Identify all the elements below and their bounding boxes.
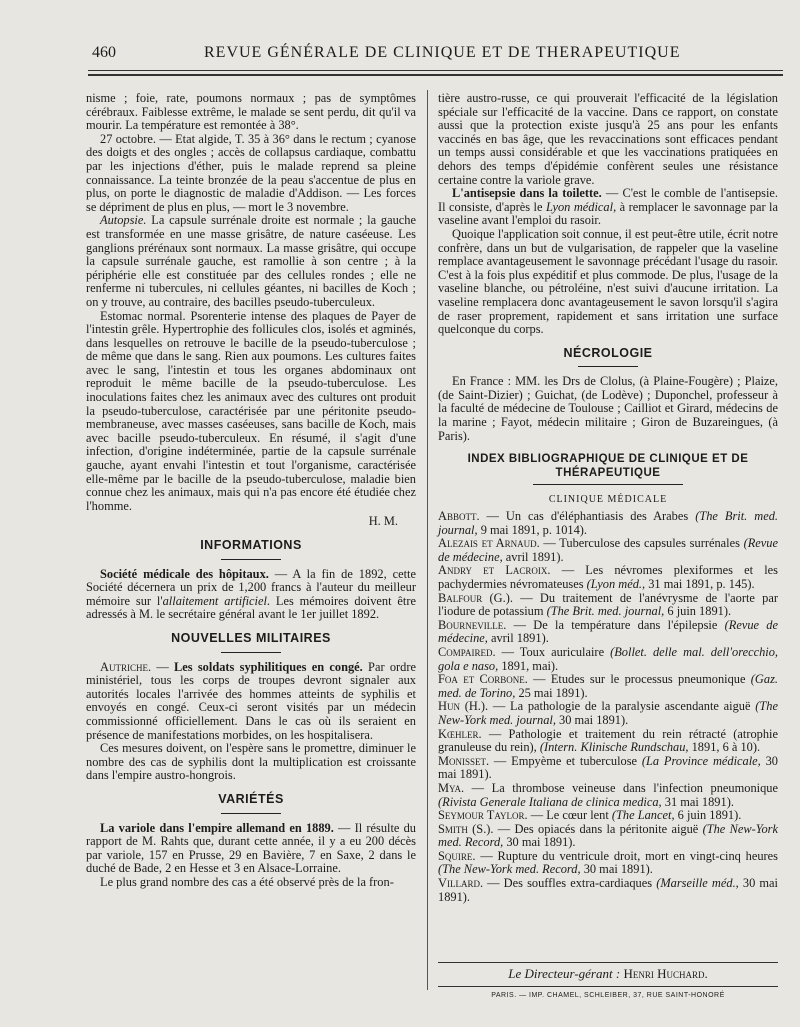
bibliography-entry [438,700,778,727]
footer-rule-2 [438,986,778,987]
entry-source: (Marseille méd., [656,876,739,891]
entry-title: — Pathologie et traitement du rein rétracté (atrophie granuleuse du rein), [438,726,778,755]
entry-date: 30 mai 1891). [503,835,576,850]
entry-author: Seymour Taylor. [438,808,528,823]
societe-label: Société médicale des hôpitaux. [100,566,269,581]
entry-source: (Lyon méd., [586,577,646,591]
autopsy-text: La capsule surrénale droite est normale ; la gauche est transformée en une masse grisâtre, de nature caséeuse. Les ganglions prérénaux sont normaux. La masse grisâtre, qui occupe la capsule surrénale gauche, est ramollie à son centre ; à la périphérie elle est constituée par des cellules rondes ; elle ne renferme ni tubercules, ni cellules géantes, ni bacilles de Koch ; on y trouve, au contraire, des bacilles pseudo-tuberculeux. [86,213,416,309]
entry-title: — Des opiacés dans la péritonite aiguë [493,821,703,836]
variole-continuation: tière austro-russe, ce qui prouverait l'efficacité de la législation spéciale sur l'efficacité de la vaccine. Dans ce rapport, on constate aussi que la protection existe jusqu'à 25 ans pour les enfants vaccinés en bas âge, que les revaccinations sont efficaces pendant un temps aussi considérable et que les vaccinations pratiquées en dehors des temps d'épidémie confèrent seules une résistance certaine contre la variole grave. [438,91,778,187]
entry-date: 30 mai 1891). [555,712,629,727]
entry-date: 6 juin 1891). [664,604,732,619]
entry-source: (Revue de médecine, [438,617,778,646]
entry-source: (The Brit. med. journal, [438,509,778,537]
variole-paragraph: La variole dans l'empire allemand en 1889. — Il résulte du rapport de M. Rahts que, durant cette année, il y a eu 200 décès par variole, 157 en Prusse, 29 en Bavière, 7 en Saxe, 2 dans le duché de Bade, 2 en Hesse et 3 en Alsace-Lorraine. [86,820,416,876]
entry-date: 31 mai 1891, p. 145). [645,577,755,591]
section-heading-varietes: VARIÉTÉS [86,793,416,814]
entry-author: Mya. [438,780,465,795]
author-signature: H. M. [368,514,398,529]
militaires-paragraph: Autriche. — Les soldats syphilitiques en congé. Par ordre ministériel, tous les corps de troupes devront signaler aux autorités locales l'arrivée des hommes atteints de syphilis et envoyés en congé. Ceux-ci seront visités par un médecin commissionné officiellement. Dans le cas où ils seraient en présence de manifestations morbides, on les hospitalisera. [86,659,416,742]
entry-source: (Intern. Klinische Rundschau, [539,740,689,755]
entry-title: — Un cas d'éléphantiasis des Arabes [479,509,696,524]
entry-source: (La Province médicale, [641,753,761,768]
entry-source: (Rivista Generale Italiana de clinica medica, [438,794,662,809]
section-heading-informations: INFORMATIONS [86,539,416,560]
printer-imprint: PARIS. — IMP. CHAMEL, SCHLEIBER, 37, RUE SAINT-HONORÉ [491,992,725,999]
antisepsie-paragraph-2: Quoique l'application soit connue, il est peut-être utile, écrit notre confrère, dans un but de vulgarisation, de rappeler que la vaseline remplace avantageusement le savonnage précédant l'usage du rasoir. C'est à la fois plus expéditif et plus commode. De plus, l'usage de la vaseline blanche, ou pétroléine, n'est suivi d'aucune irritation. La vaseline remplacera donc avantageusement le savon lorsqu'il s'agira de raser proprement, rapidement et sans irritation une surface quelconque du corps. [438,226,778,337]
entry-title: — Tuberculose des capsules surrénales [539,536,744,551]
bibliography-entry [438,510,778,537]
entry-author: Monisset. [438,753,490,768]
entry-title: — Empyème et tuberculose [489,753,642,768]
bibliography-entry [438,564,778,591]
entry-author: Alezais et Arnaud. [438,536,540,551]
left-column [86,92,416,889]
entry-date: 30 mai 1891). [438,753,778,782]
entry-date: 31 mai 1891). [661,794,734,809]
variole-paragraph-2: Le plus grand nombre des cas a été observé près de la fron- [100,874,394,889]
societe-paragraph: Société médicale des hôpitaux. — A la fin de 1892, cette Société décernera un prix de 1,200 francs à l'auteur du meilleur mémoire sur l'allaitement artificiel. Les mémoires doivent être adressés à M. le secrétaire général avant le 1er juillet 1892. [86,566,416,622]
entry-title: — Etudes sur le processus pneumonique [527,672,751,687]
case-paragraph: nisme ; foie, rate, poumons normaux ; pas de symptômes cérébraux. Faiblesse extrême, le malade se sent perdu, dit qu'il va mourir. La température est remontée à 38°. [86,91,416,133]
entry-title: — Toux auriculaire [495,644,611,659]
militaires-paragraph-2: Ces mesures doivent, on l'espère sans le promettre, diminuer le nombre des cas de syphilis dont la multiplication est croissante dans l'empire austro-hongrois. [86,741,416,783]
bibliography-entry [438,537,778,564]
entry-source: (The New-York med. journal, [438,699,778,727]
page-header [92,38,782,64]
entry-date: 30 mai 1891). [580,862,653,877]
entry-author: Balfour (G.). [438,590,513,605]
entry-author: Bourneville. [438,617,507,632]
journal-title: REVUE GÉNÉRALE DE CLINIQUE ET DE THERAPEUTIQUE [204,44,681,61]
entry-author: Kœhler. [438,726,482,741]
entry-title: — Le cœur lent [527,808,612,823]
bibliography-entry [438,850,778,877]
footer-rule [438,962,778,963]
header-rule-thick [88,74,783,76]
bibliography-entry [438,673,778,700]
entry-date: 1891, mai). [498,658,559,673]
entry-source: (The Brit. med. journal, [546,604,665,619]
section-heading-militaires: NOUVELLES MILITAIRES [86,632,416,653]
entry-title: — La pathologie de la paralysie ascendante aiguë [488,699,756,714]
entry-source: (The New-York med. Record, [438,821,778,850]
autopsy-label: Autopsie. [100,213,147,228]
director-line [438,966,778,982]
bibliography-entry [438,877,778,904]
subheading-clinique-medicale: CLINIQUE MÉDICALE [548,494,668,506]
entry-source: (Revue de médecine, [438,536,778,564]
entry-title: — Du traitement de l'anévrysme de l'aorte par l'iodure de potassium [438,590,778,619]
header-rule [88,70,783,71]
entry-author: Hun (H.). [438,699,489,714]
bibliography-list [438,510,778,904]
stomach-paragraph: Estomac normal. Psorenterie intense des plaques de Payer de l'intestin grêle. Hypertrophie des follicules clos, isolés et agminés, dans lesquelles on retrouve le bacille de la pseudo-tuberculose ; de même que dans le sang. Rien aux poumons. Les cultures faites avec le sang, l'intestin et tous les organes abdominaux ont reproduit le même bacille de la pseudo-tuberculose. Les inoculations faites chez les animaux avec des cultures ont produit la pseudo-tuberculose, caractérisée par une péritonite pseudo-membraneuse, avec masses caséeuses, sans bacille de Koch, mais avec bacille pseudo-tuberculeux. En résumé, il s'agit d'une infection, d'origine indéterminée, partie de la capsule surrénale gauche, ayant envahi l'intestin et tout l'organisme, caractérisée elle-même par le bacille de la pseudo-tuberculose, maladie bien connue chez les animaux, mais qui n'a pas encore été étudiée chez l'homme. [86,308,416,513]
entry-author: Squire. [438,848,476,863]
bibliography-entry [438,823,778,850]
soldats-label: Les soldats syphilitiques en congé. [174,659,363,674]
right-column [438,92,778,904]
entry-author: Foa et Corbone. [438,672,528,687]
entry-date: 6 juin 1891). [674,808,742,823]
case-paragraph: 27 octobre. — Etat algide, T. 35 à 36° dans le rectum ; cyanose des doigts et des ongles ; accès de collapsus cardiaque, combattu par les injections d'éther, puis le malade reprend sa pleine connaissance. La teinte bronzée de la peau s'accentue de plus en plus, on porte le diagnostic de maladie d'Addison. — Les forces se dépriment de plus en plus, — mort le 3 novembre. [86,131,416,214]
variole-label: La variole dans l'empire allemand en 1889. [100,820,334,835]
entry-source: (Gaz. med. de Torino, [438,672,778,700]
entry-title: — Rupture du ventricule droit, mort en vingt-cinq heures [475,848,778,863]
section-heading-index: INDEX BIBLIOGRAPHIQUE DE CLINIQUE ET DE THÉRAPEUTIQUE [438,453,778,485]
entry-author: Smith (S.). [438,821,494,836]
entry-source: (The New-York med. Record, [438,862,581,877]
bibliography-entry [438,619,778,646]
section-heading-necrologie: NÉCROLOGIE [438,347,778,368]
entry-date: 30 mai 1891). [438,876,778,904]
antisepsie-paragraph: L'antisepsie dans la toilette. — C'est le comble de l'antisepsie. Il consiste, d'après le Lyon médical, à remplacer le savonnage par la vaseline avant l'emploi du rasoir. [438,186,779,228]
entry-title: — Les névromes plexiformes et les pachydermies névromateuses [438,563,778,591]
autopsy-paragraph [86,214,416,309]
director-name: Henri Huchard. [623,966,708,981]
entry-author: Compaired. [438,644,496,659]
autriche-label: Autriche. [100,659,152,674]
entry-date: 25 mai 1891). [515,685,588,700]
entry-date: 1891, 6 à 10). [688,740,761,755]
entry-title: — Des souffles extra-cardiaques [483,876,657,891]
director-label: Le Directeur-gérant : [508,966,621,981]
antisepsie-label: L'antisepsie dans la toilette. [452,186,602,201]
entry-source: (The Lancet, [611,808,675,823]
entry-author: Abbott. [438,509,480,524]
bibliography-entry [438,782,778,809]
necrologie-paragraph: En France : MM. les Drs de Clolus, (à Plaine-Fougère) ; Plaize, (de Saint-Dizier) ; Guichat, (de Lodève) ; Duponchel, professeur à la faculté de médecine de Toulouse ; Cailliot et Girard, médecins de la marine ; Fayot, médecin militaire ; Giron de Buzareingues, (à Paris). [438,374,778,443]
bibliography-entry [438,646,778,673]
page-number: 460 [92,44,116,61]
entry-date: avril 1891). [487,631,549,646]
column-divider [427,90,428,990]
entry-title: — De la température dans l'épilepsie [506,617,725,632]
bibliography-entry [438,755,778,782]
entry-source: (Bollet. delle mal. dell'orecchio, gola e naso, [438,644,778,673]
bibliography-entry [438,809,778,823]
entry-author: Villard. [438,876,484,891]
entry-date: avril 1891). [502,549,564,564]
bibliography-entry [438,592,778,619]
entry-title: — La thrombose veineuse dans l'infection pneumonique [464,780,778,795]
bibliography-entry [438,728,778,755]
entry-date: 9 mai 1891, p. 1014). [477,522,588,537]
entry-author: Andry et Lacroix. [438,563,551,578]
